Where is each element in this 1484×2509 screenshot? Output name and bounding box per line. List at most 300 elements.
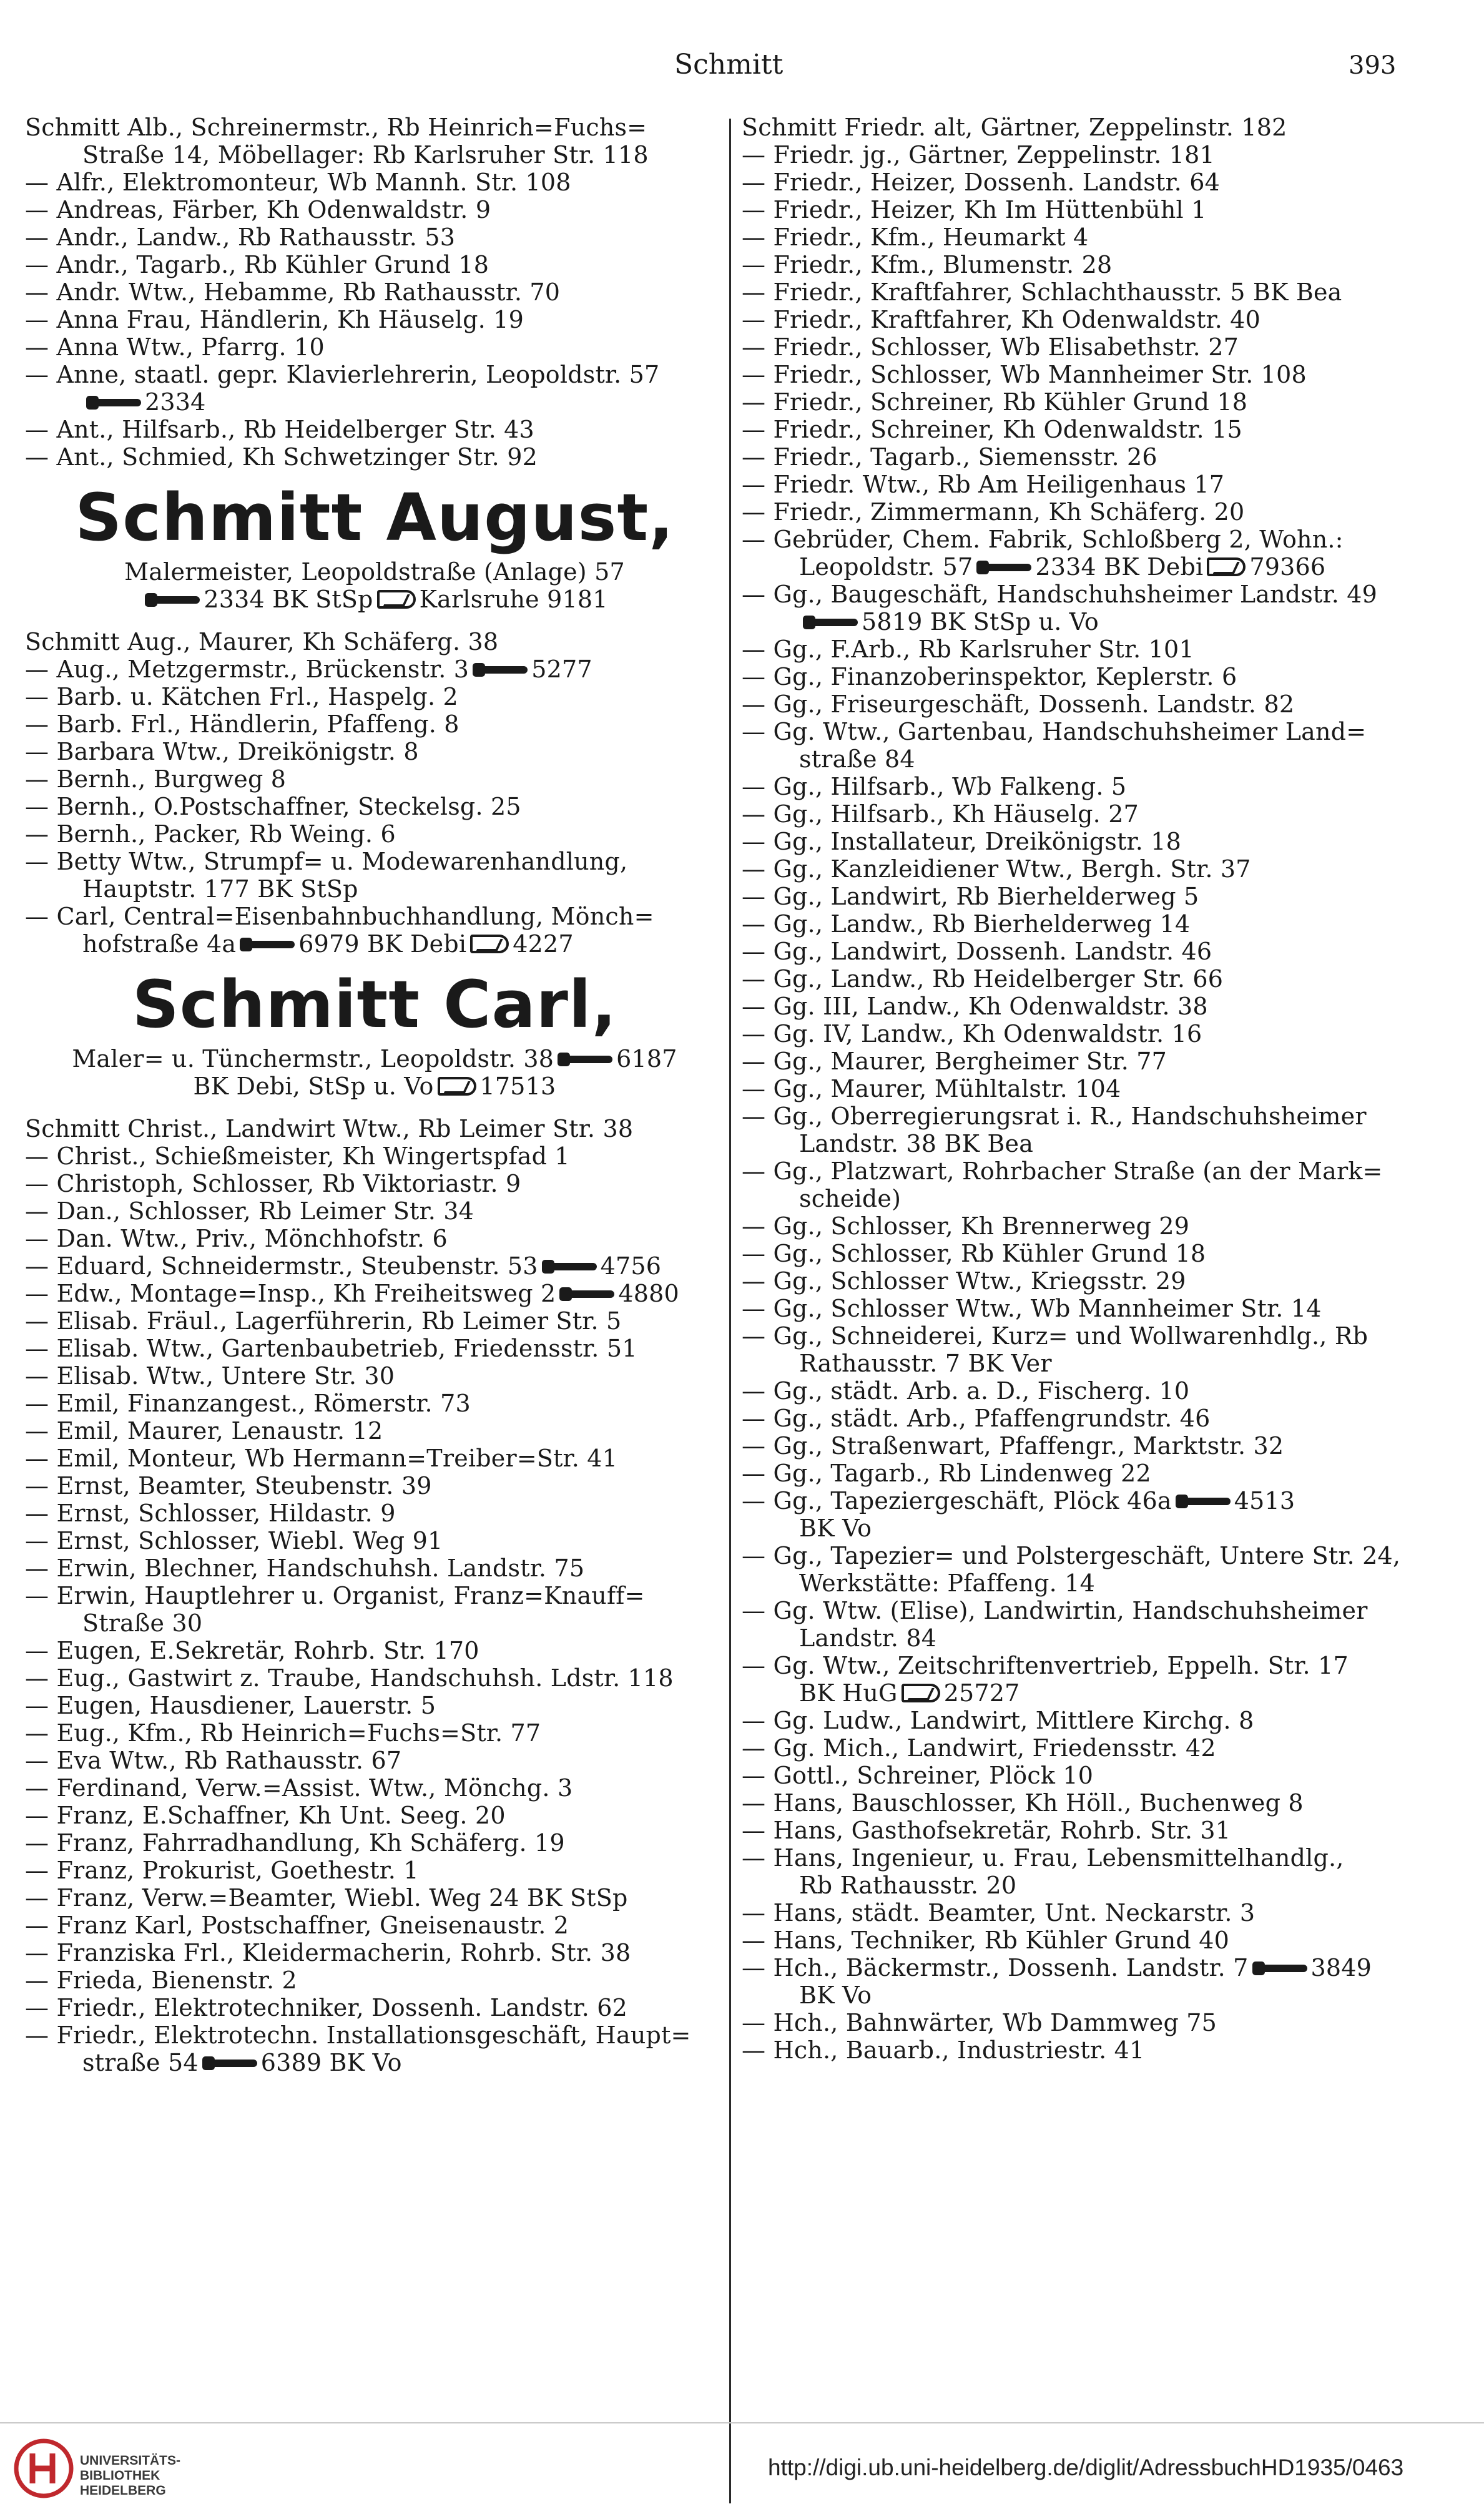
entry-text: Leopoldstr. 57 — [799, 553, 973, 581]
directory-entry — [742, 333, 1466, 361]
directory-entry — [25, 1335, 724, 1362]
entry-text: — Gg. Wtw., Zeitschriftenvertrieb, Eppelh. Str. 17 — [742, 1652, 1349, 1679]
entry-text: — Hch., Bahnwärter, Wb Dammweg 75 — [742, 2009, 1217, 2036]
footer — [0, 2422, 1484, 2509]
directory-entry — [742, 663, 1466, 690]
entry-text: — Hans, Ingenieur, u. Frau, Lebensmittelhandlg., — [742, 1844, 1344, 1872]
phone-number: 6187 — [616, 1045, 677, 1073]
entry-text: Malermeister, Leopoldstraße (Anlage) 57 — [124, 558, 625, 586]
entry-text: — Andr., Tagarb., Rb Kühler Grund 18 — [25, 251, 489, 278]
entry-text: — Friedr., Kfm., Blumenstr. 28 — [742, 251, 1113, 278]
directory-entry — [742, 1295, 1466, 1322]
directory-entry — [742, 581, 1466, 608]
entry-text: — Barb. Frl., Händlerin, Pfaffeng. 8 — [25, 710, 459, 738]
entry-text: — Gg., Schlosser, Rb Kühler Grund 18 — [742, 1240, 1206, 1267]
entry-text: scheide) — [799, 1185, 902, 1212]
directory-entry — [742, 1432, 1466, 1460]
library-name-line: BIBLIOTHEK — [80, 2468, 160, 2483]
directory-entry — [742, 278, 1466, 306]
entry-text: Schmitt Alb., Schreinermstr., Rb Heinrich=Fuchs= — [25, 114, 647, 141]
directory-entry — [742, 1981, 1466, 2009]
directory-entry — [742, 1212, 1466, 1240]
entry-text: — Hch., Bauarb., Industriestr. 41 — [742, 2036, 1145, 2064]
directory-entry — [25, 1445, 724, 1472]
entry-text: — Frieda, Bienenstr. 2 — [25, 1966, 297, 1994]
entry-text: — Franz, Verw.=Beamter, Wiebl. Weg 24 BK StSp — [25, 1884, 628, 1912]
directory-entry — [742, 1927, 1466, 1954]
directory-entry — [25, 1966, 724, 1994]
directory-entry — [25, 793, 724, 820]
entry-text: — Gg., Landwirt, Rb Bierhelderweg 5 — [742, 883, 1199, 910]
directory-entry — [25, 1197, 724, 1225]
entry-text: — Gg., F.Arb., Rb Karlsruher Str. 101 — [742, 636, 1194, 663]
directory-entry — [742, 965, 1466, 993]
entry-text: — Ant., Schmied, Kh Schwetzinger Str. 92 — [25, 443, 538, 471]
entry-text: — Gg. Mich., Landwirt, Friedensstr. 42 — [742, 1734, 1216, 1762]
entry-text: — Elisab. Wtw., Gartenbaubetrieb, Friedensstr. 51 — [25, 1335, 637, 1362]
entry-text: — Gg. Wtw., Gartenbau, Handschuhsheimer Land= — [742, 718, 1367, 745]
directory-entry — [25, 1829, 724, 1857]
entry-text: — Friedr., Kraftfahrer, Schlachthausstr. 5 BK Bea — [742, 278, 1342, 306]
entry-text: — Alfr., Elektromonteur, Wb Mannh. Str. 108 — [25, 169, 571, 196]
entry-text: — Gg., Landw., Rb Bierhelderweg 14 — [742, 910, 1191, 938]
entry-text: BK HuG — [799, 1679, 898, 1707]
postal-check-number: 17513 — [479, 1073, 556, 1100]
directory-entry — [25, 820, 724, 848]
directory-entry — [742, 883, 1466, 910]
phone-number: 6389 BK Vo — [260, 2049, 402, 2076]
directory-entry — [742, 855, 1466, 883]
directory-entry — [742, 938, 1466, 965]
directory-entry — [25, 1527, 724, 1554]
directory-entry — [742, 388, 1466, 416]
library-name — [80, 2453, 180, 2498]
directory-entry — [742, 1405, 1466, 1432]
entry-text: — Gg., Oberregierungsrat i. R., Handschuhsheimer — [742, 1102, 1367, 1130]
entry-text: — Eug., Gastwirt z. Traube, Handschuhsh. Ldstr. 118 — [25, 1664, 674, 1692]
directory-entry — [25, 223, 724, 251]
phone-number: 5277 — [531, 655, 592, 683]
directory-entry — [25, 306, 724, 333]
entry-text: — Friedr., Elektrotechn. Installationsgeschäft, Haupt= — [25, 2021, 691, 2049]
spacer — [25, 1100, 724, 1115]
directory-entry — [25, 875, 724, 903]
column-divider — [729, 119, 731, 2503]
library-name-line: UNIVERSITÄTS- — [80, 2453, 181, 2468]
directory-entry — [742, 2036, 1466, 2064]
entry-text: — Gg., Friseurgeschäft, Dossenh. Landstr. 82 — [742, 690, 1295, 718]
entry-text: Landstr. 84 — [799, 1624, 937, 1652]
entry-text: — Betty Wtw., Strumpf= u. Modewarenhandlung, — [25, 848, 628, 875]
directory-entry — [25, 1252, 724, 1280]
entry-text: — Bernh., O.Postschaffner, Steckelsg. 25 — [25, 793, 521, 820]
entry-text: — Emil, Maurer, Lenaustr. 12 — [25, 1417, 383, 1445]
directory-entry — [25, 1362, 724, 1390]
phone-number: 2334 BK Debi — [1035, 553, 1204, 581]
directory-entry — [25, 628, 724, 655]
entry-text: — Gg., Tapeziergeschäft, Plöck 46a — [742, 1487, 1172, 1515]
entry-text: — Gg., Schlosser, Kh Brennerweg 29 — [742, 1212, 1190, 1240]
entry-text: — Gg., Platzwart, Rohrbacher Straße (an der Mark= — [742, 1157, 1383, 1185]
directory-entry — [25, 114, 724, 141]
directory-entry — [742, 993, 1466, 1020]
entry-text: BK Vo — [799, 1515, 872, 1542]
directory-entry — [25, 558, 724, 586]
entry-text: — Ferdinand, Verw.=Assist. Wtw., Mönchg. 3 — [25, 1774, 573, 1802]
page-number: 393 — [1349, 51, 1397, 80]
entry-text: — Bernh., Burgweg 8 — [25, 765, 287, 793]
running-title: Schmitt — [674, 49, 784, 81]
library-logo-icon — [14, 2438, 74, 2498]
directory-entry — [25, 903, 724, 930]
entry-text: — Dan., Schlosser, Rb Leimer Str. 34 — [25, 1197, 474, 1225]
entry-text: Straße 30 — [82, 1609, 203, 1637]
entry-text: — Elisab. Wtw., Untere Str. 30 — [25, 1362, 395, 1390]
entry-text: — Friedr., Schreiner, Rb Kühler Grund 18 — [742, 388, 1248, 416]
directory-entry — [742, 1817, 1466, 1844]
directory-entry — [25, 848, 724, 875]
directory-entry — [742, 1652, 1466, 1679]
directory-entry — [25, 1045, 724, 1073]
right-column — [742, 114, 1466, 2064]
phone-number: 6979 BK Debi — [298, 930, 467, 958]
entry-text: hofstraße 4a — [82, 930, 237, 958]
entry-text: Rb Rathausstr. 20 — [799, 1872, 1017, 1899]
directory-entry — [742, 1734, 1466, 1762]
directory-entry — [25, 930, 724, 958]
entry-text: — Friedr., Schreiner, Kh Odenwaldstr. 15 — [742, 416, 1242, 443]
entry-text: — Bernh., Packer, Rb Weing. 6 — [25, 820, 396, 848]
entry-text: — Franz, Fahrradhandlung, Kh Schäferg. 19 — [25, 1829, 565, 1857]
library-name-line: HEIDELBERG — [80, 2483, 166, 2498]
entry-text: — Friedr., Elektrotechniker, Dossenh. Landstr. 62 — [25, 1994, 628, 2021]
entry-text: — Friedr., Heizer, Kh Im Hüttenbühl 1 — [742, 196, 1207, 223]
entry-text: — Franziska Frl., Kleidermacherin, Rohrb. Str. 38 — [25, 1939, 631, 1966]
directory-entry — [25, 683, 724, 710]
entry-text: — Friedr., Heizer, Dossenh. Landstr. 64 — [742, 169, 1220, 196]
entry-text: — Gg. IV, Landw., Kh Odenwaldstr. 16 — [742, 1020, 1202, 1048]
entry-text: — Dan. Wtw., Priv., Mönchhofstr. 6 — [25, 1225, 448, 1252]
entry-text: 2334 — [145, 388, 206, 416]
directory-entry — [742, 1048, 1466, 1075]
entry-text: — Gg., städt. Arb. a. D., Fischerg. 10 — [742, 1377, 1190, 1405]
directory-entry — [742, 251, 1466, 278]
directory-entry — [742, 690, 1466, 718]
directory-entry — [25, 1142, 724, 1170]
entry-text: BK Vo — [799, 1981, 872, 2009]
entry-text: — Carl, Central=Eisenbahnbuchhandlung, Mönch= — [25, 903, 654, 930]
entry-text: — Aug., Metzgermstr., Brückenstr. 3 — [25, 655, 469, 683]
entry-text: Hauptstr. 177 BK StSp — [82, 875, 358, 903]
directory-entry — [25, 1884, 724, 1912]
entry-text: — Gg., Tagarb., Rb Lindenweg 22 — [742, 1460, 1151, 1487]
entry-text: — Eug., Kfm., Rb Heinrich=Fuchs=Str. 77 — [25, 1719, 541, 1747]
directory-entry — [742, 1130, 1466, 1157]
entry-heading: Schmitt Carl, — [132, 966, 617, 1043]
entry-text: BK Debi, StSp u. Vo — [193, 1073, 434, 1100]
directory-entry — [25, 655, 724, 683]
directory-entry — [25, 416, 724, 443]
entry-text: — Andreas, Färber, Kh Odenwaldstr. 9 — [25, 196, 491, 223]
entry-text: — Gg., Kanzleidiener Wtw., Bergh. Str. 37 — [742, 855, 1251, 883]
postal-check-number: Karlsruhe 9181 — [419, 586, 608, 613]
directory-entry — [742, 1377, 1466, 1405]
directory-entry — [742, 1844, 1466, 1872]
directory-entry — [25, 1390, 724, 1417]
directory-entry — [742, 773, 1466, 800]
directory-entry — [742, 1267, 1466, 1295]
source-url[interactable]: http://digi.ub.uni-heidelberg.de/diglit/AdressbuchHD1935/0463 — [768, 2455, 1404, 2480]
directory-entry — [25, 1307, 724, 1335]
directory-entry — [25, 2049, 724, 2076]
directory-entry — [25, 1719, 724, 1747]
phone-icon — [145, 591, 200, 609]
directory-entry — [742, 498, 1466, 526]
directory-entry — [25, 1802, 724, 1829]
directory-entry — [742, 1460, 1466, 1487]
directory-entry — [25, 169, 724, 196]
entry-text: — Christ., Schießmeister, Kh Wingertspfad 1 — [25, 1142, 570, 1170]
directory-entry — [742, 1542, 1466, 1569]
directory-entry — [742, 1487, 1466, 1515]
directory-entry — [25, 443, 724, 471]
directory-entry — [25, 1664, 724, 1692]
entry-text: — Anne, staatl. gepr. Klavierlehrerin, Leopoldstr. 57 — [25, 361, 660, 388]
entry-text: — Eugen, E.Sekretär, Rohrb. Str. 170 — [25, 1637, 479, 1664]
entry-text: — Gg., Hilfsarb., Kh Häuselg. 27 — [742, 800, 1139, 828]
directory-entry — [742, 416, 1466, 443]
footer-rule — [0, 2422, 1484, 2423]
directory-entry — [742, 361, 1466, 388]
directory-entry — [742, 636, 1466, 663]
entry-text: — Hch., Bäckermstr., Dossenh. Landstr. 7 — [742, 1954, 1249, 1981]
phone-icon — [473, 660, 528, 679]
directory-entry — [25, 710, 724, 738]
directory-entry — [742, 1020, 1466, 1048]
entry-text: Schmitt Christ., Landwirt Wtw., Rb Leimer Str. 38 — [25, 1115, 634, 1142]
phone-number: 4756 — [600, 1252, 662, 1280]
entry-text: — Elisab. Fräul., Lagerführerin, Rb Leimer Str. 5 — [25, 1307, 622, 1335]
postal-check-number: 4227 — [513, 930, 574, 958]
directory-entry — [25, 1637, 724, 1664]
entry-text: — Gg., Installateur, Dreikönigstr. 18 — [742, 828, 1182, 855]
postal-check-number: 25727 — [943, 1679, 1020, 1707]
entry-text: — Gg. III, Landw., Kh Odenwaldstr. 38 — [742, 993, 1208, 1020]
entry-text: — Franz, E.Schaffner, Kh Unt. Seeg. 20 — [25, 1802, 506, 1829]
directory-entry — [25, 1857, 724, 1884]
entry-text: — Emil, Monteur, Wb Hermann=Treiber=Str. 41 — [25, 1445, 618, 1472]
directory-entry — [742, 196, 1466, 223]
entry-text: — Erwin, Hauptlehrer u. Organist, Franz=Knauff= — [25, 1582, 645, 1609]
entry-text: — Franz, Prokurist, Goethestr. 1 — [25, 1857, 419, 1884]
entry-text: — Erwin, Blechner, Handschuhsh. Landstr. 75 — [25, 1554, 585, 1582]
directory-entry — [25, 1994, 724, 2021]
entry-text: — Friedr., Zimmermann, Kh Schäferg. 20 — [742, 498, 1245, 526]
directory-entry — [25, 1073, 724, 1100]
directory-entry — [25, 196, 724, 223]
entry-text: 5819 BK StSp u. Vo — [862, 608, 1099, 636]
entry-text: — Christoph, Schlosser, Rb Viktoriastr. 9 — [25, 1170, 521, 1197]
directory-entry — [25, 1472, 724, 1500]
directory-entry — [742, 169, 1466, 196]
directory-entry — [25, 361, 724, 388]
directory-entry — [25, 1774, 724, 1802]
directory-entry — [25, 1582, 724, 1609]
directory-entry — [25, 1115, 724, 1142]
entry-text: straße 54 — [82, 2049, 199, 2076]
directory-entry — [742, 443, 1466, 471]
phone-icon — [240, 935, 295, 954]
directory-entry — [742, 800, 1466, 828]
entry-text: — Ant., Hilfsarb., Rb Heidelberger Str. 43 — [25, 416, 534, 443]
directory-entry — [25, 765, 724, 793]
directory-entry — [742, 114, 1466, 141]
entry-text: 2334 BK StSp — [204, 586, 373, 613]
entry-text: — Gg., städt. Arb., Pfaffengrundstr. 46 — [742, 1405, 1211, 1432]
directory-entry — [742, 1515, 1466, 1542]
entry-text: — Gg., Landwirt, Dossenh. Landstr. 46 — [742, 938, 1212, 965]
directory-entry — [742, 1789, 1466, 1817]
entry-text: — Gg., Schneiderei, Kurz= und Wollwarenhdlg., Rb — [742, 1322, 1369, 1350]
directory-entry — [742, 1075, 1466, 1102]
postal-check-icon — [902, 1684, 940, 1702]
phone-icon — [1252, 1959, 1307, 1978]
entry-text: — Hans, Techniker, Rb Kühler Grund 40 — [742, 1927, 1229, 1954]
directory-entry — [742, 526, 1466, 553]
phone-icon — [542, 1257, 597, 1276]
spacer — [25, 613, 724, 628]
directory-entry — [25, 141, 724, 169]
entry-text: — Ernst, Schlosser, Wiebl. Weg 91 — [25, 1527, 443, 1554]
entry-text: — Hans, Bauschlosser, Kh Höll., Buchenweg 8 — [742, 1789, 1304, 1817]
directory-entry — [742, 1240, 1466, 1267]
directory-entry — [742, 1762, 1466, 1789]
directory-entry — [742, 1872, 1466, 1899]
entry-text: — Gg., Finanzoberinspektor, Keplerstr. 6 — [742, 663, 1237, 690]
directory-entry — [742, 745, 1466, 773]
entry-text: — Barbara Wtw., Dreikönigstr. 8 — [25, 738, 419, 765]
entry-text: — Andr., Landw., Rb Rathausstr. 53 — [25, 223, 456, 251]
directory-entry — [25, 278, 724, 306]
phone-icon — [976, 558, 1031, 577]
directory-entry — [742, 1322, 1466, 1350]
entry-text: — Ernst, Beamter, Steubenstr. 39 — [25, 1472, 432, 1500]
entry-text: Maler= u. Tünchermstr., Leopoldstr. 38 — [72, 1045, 554, 1073]
directory-entry — [742, 1679, 1466, 1707]
page-header — [0, 49, 1484, 86]
directory-entry — [742, 223, 1466, 251]
phone-icon — [1176, 1492, 1231, 1511]
entry-text: — Hans, städt. Beamter, Unt. Neckarstr. 3 — [742, 1899, 1256, 1927]
entry-text: Schmitt Aug., Maurer, Kh Schäferg. 38 — [25, 628, 499, 655]
directory-entry — [742, 471, 1466, 498]
directory-entry — [25, 1554, 724, 1582]
entry-text: — Emil, Finanzangest., Römerstr. 73 — [25, 1390, 471, 1417]
entry-text: — Eduard, Schneidermstr., Steubenstr. 53 — [25, 1252, 538, 1280]
directory-entry — [25, 2021, 724, 2049]
phone-number: 4880 — [618, 1280, 679, 1307]
directory-entry — [742, 1350, 1466, 1377]
entry-text: — Gg., Baugeschäft, Handschuhsheimer Landstr. 49 — [742, 581, 1378, 608]
directory-entry — [742, 141, 1466, 169]
directory-entry — [742, 1597, 1466, 1624]
directory-entry — [25, 1280, 724, 1307]
entry-text: — Ernst, Schlosser, Hildastr. 9 — [25, 1500, 396, 1527]
phone-number: 3849 — [1310, 1954, 1372, 1981]
directory-entry — [25, 1939, 724, 1966]
directory-entry — [742, 608, 1466, 636]
directory-entry — [742, 910, 1466, 938]
directory-entry — [25, 1500, 724, 1527]
phone-icon — [202, 2054, 257, 2073]
directory-entry — [25, 1170, 724, 1197]
directory-entry — [742, 718, 1466, 745]
entry-text: Straße 14, Möbellager: Rb Karlsruher Str. 118 — [82, 141, 649, 169]
directory-entry — [25, 388, 724, 416]
directory-entry — [742, 2009, 1466, 2036]
postal-check-icon — [377, 590, 416, 609]
directory-entry — [742, 553, 1466, 581]
directory-entry — [742, 306, 1466, 333]
entry-text: — Gebrüder, Chem. Fabrik, Schloßberg 2, Wohn.: — [742, 526, 1344, 553]
entry-text: straße 84 — [799, 745, 915, 773]
left-column — [25, 114, 724, 2076]
entry-text: — Anna Frau, Händlerin, Kh Häuselg. 19 — [25, 306, 524, 333]
directory-entry — [742, 1157, 1466, 1185]
directory-entry — [742, 1954, 1466, 1981]
entry-text: — Friedr., Kraftfahrer, Kh Odenwaldstr. 40 — [742, 306, 1261, 333]
directory-entry — [25, 1609, 724, 1637]
entry-text: — Edw., Montage=Insp., Kh Freiheitsweg 2 — [25, 1280, 556, 1307]
entry-text: — Gg. Ludw., Landwirt, Mittlere Kirchg. 8 — [742, 1707, 1254, 1734]
postal-check-number: 79366 — [1249, 553, 1326, 581]
postal-check-icon — [470, 935, 509, 953]
entry-text: — Andr. Wtw., Hebamme, Rb Rathausstr. 70 — [25, 278, 561, 306]
entry-text: Landstr. 38 BK Bea — [799, 1130, 1034, 1157]
entry-text: — Gg., Maurer, Mühltalstr. 104 — [742, 1075, 1121, 1102]
directory-entry — [742, 1569, 1466, 1597]
entry-text: — Gg., Landw., Rb Heidelberger Str. 66 — [742, 965, 1224, 993]
entry-text: — Friedr. Wtw., Rb Am Heiligenhaus 17 — [742, 471, 1225, 498]
entry-text: — Gg., Schlosser Wtw., Wb Mannheimer Str. 14 — [742, 1295, 1322, 1322]
entry-text: — Gg., Tapezier= und Polstergeschäft, Untere Str. 24, — [742, 1542, 1401, 1569]
directory-entry — [742, 1624, 1466, 1652]
phone-icon — [559, 1285, 614, 1304]
entry-text: — Eva Wtw., Rb Rathausstr. 67 — [25, 1747, 402, 1774]
entry-text: — Anna Wtw., Pfarrg. 10 — [25, 333, 325, 361]
entry-text: — Hans, Gasthofsekretär, Rohrb. Str. 31 — [742, 1817, 1231, 1844]
entry-text: — Franz Karl, Postschaffner, Gneisenaustr. 2 — [25, 1912, 569, 1939]
directory-entry — [25, 1225, 724, 1252]
entry-text: — Gottl., Schreiner, Plöck 10 — [742, 1762, 1094, 1789]
directory-entry — [25, 1912, 724, 1939]
directory-entry — [25, 1747, 724, 1774]
phone-number: 4513 — [1234, 1487, 1295, 1515]
directory-entry — [25, 586, 724, 613]
entry-text: — Gg., Hilfsarb., Wb Falkeng. 5 — [742, 773, 1127, 800]
entry-heading: Schmitt August, — [75, 479, 674, 556]
entry-text: — Gg., Maurer, Bergheimer Str. 77 — [742, 1048, 1167, 1075]
entry-text: — Friedr., Schlosser, Wb Mannheimer Str. 108 — [742, 361, 1307, 388]
directory-entry — [742, 1707, 1466, 1734]
directory-entry — [742, 1185, 1466, 1212]
directory-entry — [742, 1899, 1466, 1927]
phone-icon — [803, 613, 858, 632]
entry-text: — Friedr., Tagarb., Siemensstr. 26 — [742, 443, 1157, 471]
postal-check-icon — [438, 1077, 476, 1096]
directory-entry — [25, 251, 724, 278]
directory-entry — [25, 1692, 724, 1719]
